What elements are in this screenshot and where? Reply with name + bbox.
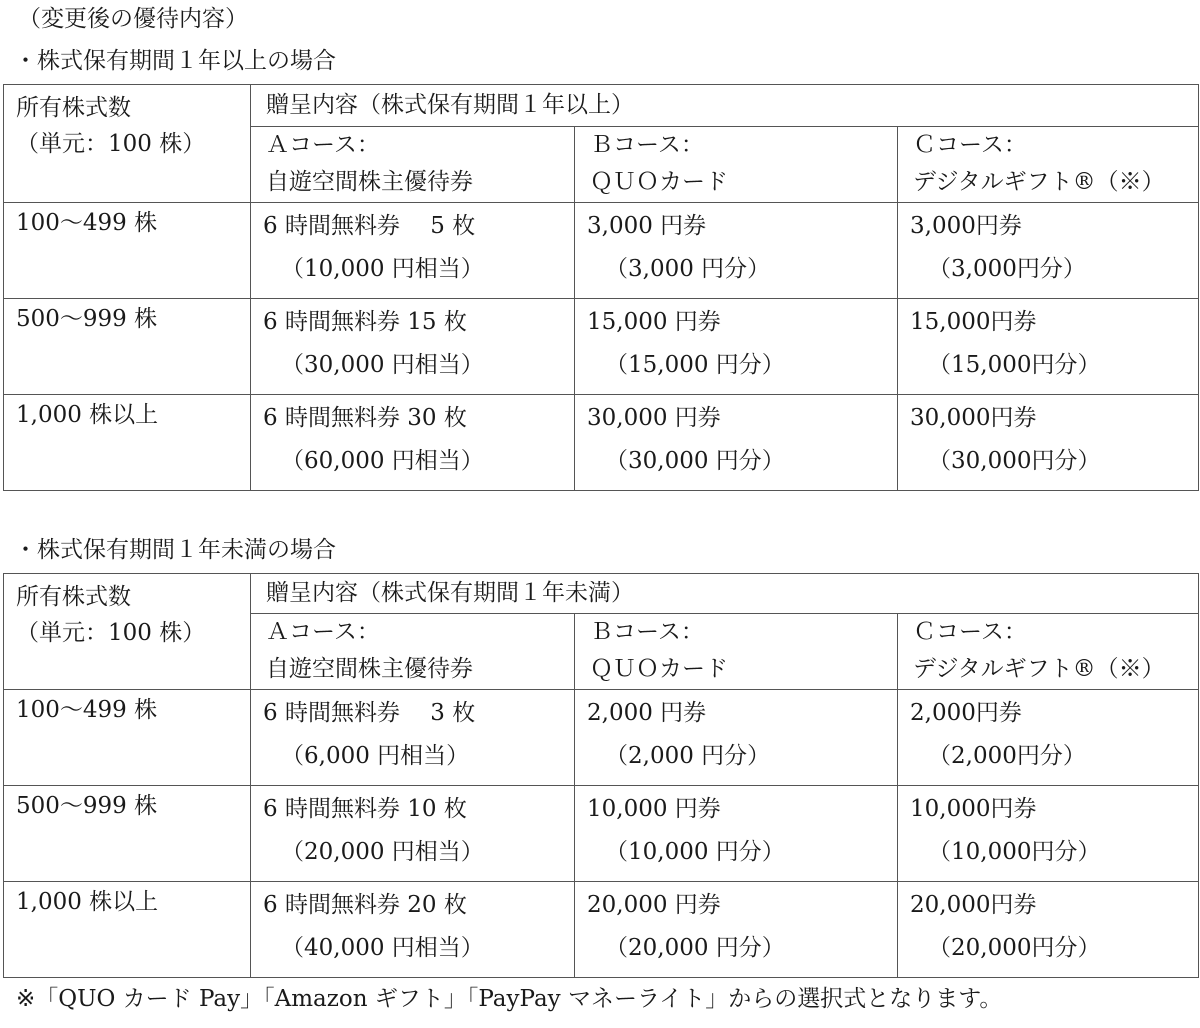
row-course-c: 10,000円券 （10,000円分） (898, 786, 1199, 882)
row-course-b: 10,000 円券 （10,000 円分） (575, 786, 898, 882)
header-shares-cell (4, 574, 251, 690)
row-course-c: 15,000円券 （15,000円分） (898, 299, 1199, 395)
header-shares-label: 所有株式数 (16, 95, 131, 121)
header-shares-label: 所有株式数 (16, 584, 131, 610)
header-gift-label: 贈呈内容（株式保有期間１年未満） (266, 580, 634, 606)
header-gift-label: 贈呈内容（株式保有期間１年以上） (266, 92, 634, 118)
row-shares: 100～499 株 (4, 690, 251, 786)
row-shares: 1,000 株以上 (4, 395, 251, 491)
course-b-name: ＱＵＯカード (590, 656, 728, 682)
row-shares: 500～999 株 (4, 299, 251, 395)
course-a-name: 自遊空間株主優待券 (266, 656, 473, 682)
table-row (4, 786, 1199, 882)
benefit-table-under-1yr (3, 573, 1199, 978)
table-row (4, 203, 1199, 299)
table-row (4, 882, 1199, 978)
header-gift-cell (251, 85, 1199, 127)
row-course-b: 2,000 円券 （2,000 円分） (575, 690, 898, 786)
row-course-a: 6 時間無料券 5 枚 （10,000 円相当） (251, 203, 575, 299)
course-b-name: ＱＵＯカード (590, 169, 728, 195)
header-shares-cell (4, 85, 251, 203)
row-course-b: 30,000 円券 （30,000 円分） (575, 395, 898, 491)
row-course-c: 2,000円券 （2,000円分） (898, 690, 1199, 786)
table-row (4, 690, 1199, 786)
course-c-name: デジタルギフト®（※） (913, 656, 1165, 682)
row-shares: 500～999 株 (4, 786, 251, 882)
row-course-a: 6 時間無料券 20 枚 （40,000 円相当） (251, 882, 575, 978)
row-course-a: 6 時間無料券 3 枚 （6,000 円相当） (251, 690, 575, 786)
course-a-name: 自遊空間株主優待券 (266, 169, 473, 195)
header-course-a (251, 127, 575, 203)
table-row (4, 395, 1199, 491)
section-1-title: ・株式保有期間１年以上の場合 (14, 48, 336, 74)
course-b-title: Ｂコース： (590, 619, 704, 645)
row-course-a: 6 時間無料券 15 枚 （30,000 円相当） (251, 299, 575, 395)
table-row (4, 299, 1199, 395)
course-c-title: Ｃコース： (913, 619, 1027, 645)
row-shares: 100～499 株 (4, 203, 251, 299)
course-c-title: Ｃコース： (913, 132, 1027, 158)
section-2-title: ・株式保有期間１年未満の場合 (14, 537, 336, 563)
benefit-table-1yr-or-more (3, 84, 1199, 491)
header-gift-cell (251, 574, 1199, 614)
header-shares-unit: （単元：100 株） (16, 131, 206, 157)
row-shares: 1,000 株以上 (4, 882, 251, 978)
course-b-title: Ｂコース： (590, 132, 704, 158)
header-course-a (251, 614, 575, 690)
header-course-c (898, 614, 1199, 690)
row-course-b: 3,000 円券 （3,000 円分） (575, 203, 898, 299)
row-course-a: 6 時間無料券 10 枚 （20,000 円相当） (251, 786, 575, 882)
header-course-b (575, 127, 898, 203)
course-a-title: Ａコース： (266, 619, 380, 645)
row-course-c: 20,000円券 （20,000円分） (898, 882, 1199, 978)
footnote: ※「QUO カード Pay」「Amazon ギフト」「PayPay マネーライト」からの選択式となります。 (16, 986, 1003, 1012)
row-course-b: 15,000 円券 （15,000 円分） (575, 299, 898, 395)
row-course-c: 3,000円券 （3,000円分） (898, 203, 1199, 299)
course-c-name: デジタルギフト®（※） (913, 169, 1165, 195)
header-course-c (898, 127, 1199, 203)
row-course-a: 6 時間無料券 30 枚 （60,000 円相当） (251, 395, 575, 491)
header-shares-unit: （単元：100 株） (16, 620, 206, 646)
row-course-b: 20,000 円券 （20,000 円分） (575, 882, 898, 978)
row-course-c: 30,000円券 （30,000円分） (898, 395, 1199, 491)
page-heading: （変更後の優待内容） (18, 6, 248, 32)
header-course-b (575, 614, 898, 690)
course-a-title: Ａコース： (266, 132, 380, 158)
